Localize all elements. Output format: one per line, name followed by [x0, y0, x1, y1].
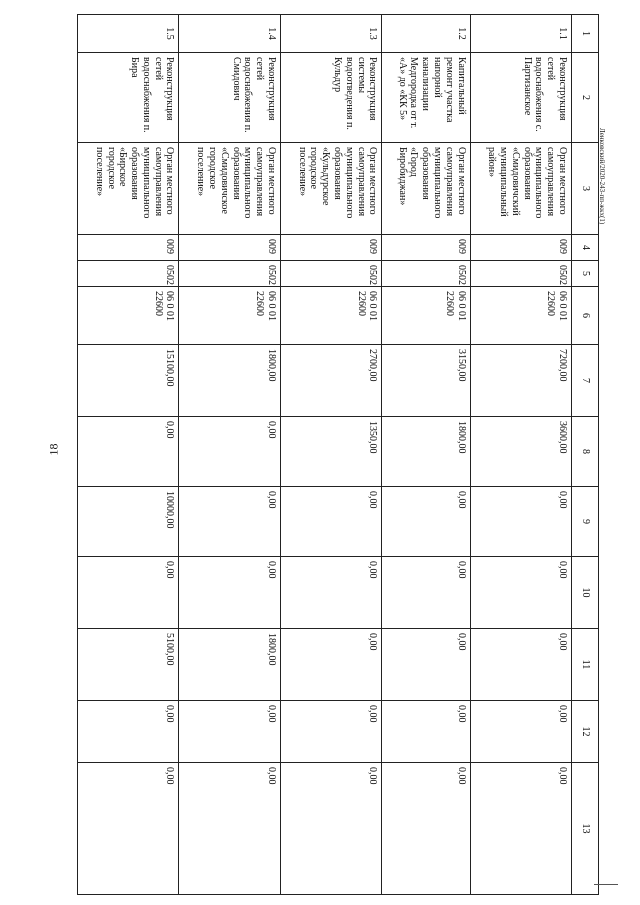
project-name: Реконструкция системы водоотведения п. Кульдур [280, 53, 381, 143]
row-number: 1.1 [470, 15, 571, 53]
responsible-body: Орган местного самоуправления муниципального образования «Бирское городское поселение» [78, 143, 180, 235]
edge-mark [594, 884, 618, 885]
amount-col-9: 10000,00 [78, 487, 180, 557]
row-number: 1.3 [280, 15, 381, 53]
amount-col-8: 0,00 [179, 417, 280, 487]
amount-col-8: 0,00 [78, 417, 180, 487]
amount-col-9: 0,00 [179, 487, 280, 557]
table-row [78, 15, 180, 895]
table-body [78, 15, 572, 895]
document-reference: Ленковский/2020-243-пп-жкх(1) [598, 128, 606, 225]
column-header-2: 2 [572, 53, 599, 143]
amount-col-13: 0,00 [179, 763, 280, 895]
amount-col-11: 1800,00 [179, 629, 280, 701]
amount-col-9: 0,00 [470, 487, 571, 557]
total-amount: 15100,00 [78, 345, 180, 417]
table-row [280, 15, 381, 895]
amount-col-11: 0,00 [382, 629, 470, 701]
row-number: 1.2 [382, 15, 470, 53]
amount-col-11: 0,00 [470, 629, 571, 701]
section-code: 0502 [280, 261, 381, 287]
row-number: 1.4 [179, 15, 280, 53]
amount-col-11: 5100,00 [78, 629, 180, 701]
budget-table-container [77, 14, 599, 874]
amount-col-8: 1350,00 [280, 417, 381, 487]
ministry-code: 009 [280, 235, 381, 261]
amount-col-12: 0,00 [280, 701, 381, 763]
column-header-6: 6 [572, 287, 599, 345]
amount-col-12: 0,00 [470, 701, 571, 763]
amount-col-12: 0,00 [78, 701, 180, 763]
column-header-9: 9 [572, 487, 599, 557]
page-number: 18 [46, 443, 61, 456]
ministry-code: 009 [470, 235, 571, 261]
column-header-1: 1 [572, 15, 599, 53]
section-code: 0502 [179, 261, 280, 287]
ministry-code: 009 [382, 235, 470, 261]
section-code: 0502 [382, 261, 470, 287]
column-header-12: 12 [572, 701, 599, 763]
total-amount: 7200,00 [470, 345, 571, 417]
total-amount: 2700,00 [280, 345, 381, 417]
table-row [382, 15, 470, 895]
target-article: 06 0 01 22600 [382, 287, 470, 345]
project-name: Реконструкция сетей водоснабжения с. Партизанское [470, 53, 571, 143]
amount-col-10: 0,00 [470, 557, 571, 629]
amount-col-13: 0,00 [382, 763, 470, 895]
total-amount: 1800,00 [179, 345, 280, 417]
column-header-3: 3 [572, 143, 599, 235]
target-article: 06 0 01 22600 [179, 287, 280, 345]
amount-col-12: 0,00 [382, 701, 470, 763]
column-header-4: 4 [572, 235, 599, 261]
amount-col-10: 0,00 [382, 557, 470, 629]
amount-col-10: 0,00 [78, 557, 180, 629]
amount-col-9: 0,00 [280, 487, 381, 557]
amount-col-8: 3600,00 [470, 417, 571, 487]
project-name: Реконструкция сетей водоснабжения п. Бира [78, 53, 180, 143]
responsible-body: Орган местного самоуправления муниципального образования «Город Биробиджан» [382, 143, 470, 235]
section-code: 0502 [78, 261, 180, 287]
column-header-7: 7 [572, 345, 599, 417]
responsible-body: Орган местного самоуправления муниципального образования «Смидовичское городское поселение» [179, 143, 280, 235]
project-name: Капитальный ремонт участка напорной канализации Медгородка от т. «А» до «КК 5» [382, 53, 470, 143]
column-header-13: 13 [572, 763, 599, 895]
column-header-10: 10 [572, 557, 599, 629]
section-code: 0502 [470, 261, 571, 287]
header-row [572, 15, 599, 895]
amount-col-12: 0,00 [179, 701, 280, 763]
amount-col-10: 0,00 [280, 557, 381, 629]
target-article: 06 0 01 22600 [470, 287, 571, 345]
table-row [179, 15, 280, 895]
amount-col-9: 0,00 [382, 487, 470, 557]
target-article: 06 0 01 22600 [280, 287, 381, 345]
amount-col-11: 0,00 [280, 629, 381, 701]
row-number: 1.5 [78, 15, 180, 53]
total-amount: 3150,00 [382, 345, 470, 417]
amount-col-13: 0,00 [470, 763, 571, 895]
amount-col-8: 1800,00 [382, 417, 470, 487]
column-header-8: 8 [572, 417, 599, 487]
ministry-code: 009 [179, 235, 280, 261]
amount-col-13: 0,00 [78, 763, 180, 895]
table-row [470, 15, 571, 895]
budget-table [77, 14, 599, 895]
responsible-body: Орган местного самоуправления муниципального образования «Кульдурское городское поселение» [280, 143, 381, 235]
project-name: Реконструкция сетей водоснабжения п. Смидович [179, 53, 280, 143]
responsible-body: Орган местного самоуправления муниципального образования «Смидовичский муниципальный район» [470, 143, 571, 235]
ministry-code: 009 [78, 235, 180, 261]
target-article: 06 0 01 22600 [78, 287, 180, 345]
column-header-11: 11 [572, 629, 599, 701]
column-header-5: 5 [572, 261, 599, 287]
amount-col-10: 0,00 [179, 557, 280, 629]
amount-col-13: 0,00 [280, 763, 381, 895]
